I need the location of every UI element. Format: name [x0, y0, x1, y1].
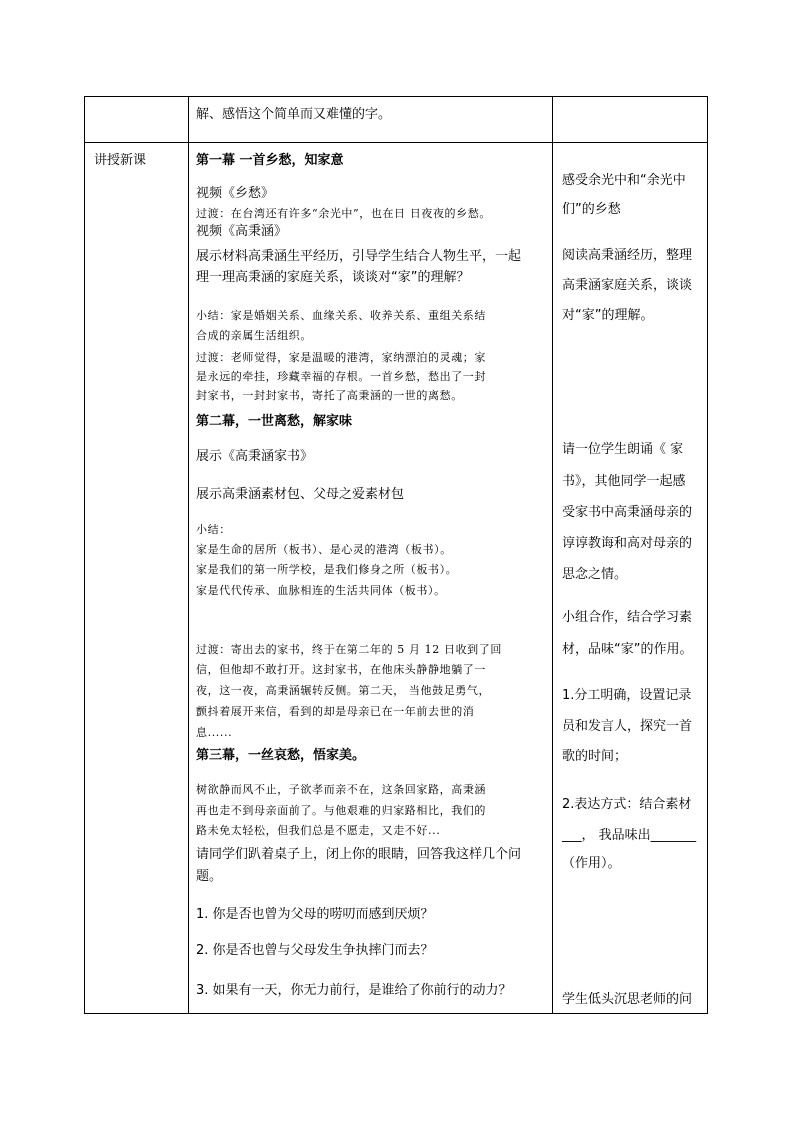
- activity-2-line-2: 高秉涵家庭关系，谈谈: [562, 278, 693, 293]
- act1-title: 第一幕 一首乡愁，知家意: [196, 153, 344, 168]
- activity-3-line-3: 受家书中高秉涵母亲的: [562, 505, 693, 520]
- activity-3-line-1: 请一位学生朗诵《 家: [562, 442, 684, 457]
- transition2-line-2: 是永远的牵挂，珍藏幸福的存根。一首乡愁，愁出了一封: [196, 370, 486, 383]
- show-materials-text: 展示高秉涵素材包、父母之爱素材包: [196, 487, 405, 502]
- activity-2-line-3: 对“家”的理解。: [562, 308, 654, 323]
- transition3-line-1: 过渡：寄出去的家书，终于在第二年的 5 月 12 日收到了回: [196, 643, 502, 656]
- question-1: 1. 你是否也曾为父母的唠叨而感到厌烦？: [196, 907, 434, 922]
- activity-7-line-1: 学生低头沉思老师的问: [562, 992, 693, 1007]
- activity-1-line-2: 们”的乡愁: [562, 202, 621, 217]
- row-divider: [85, 142, 707, 143]
- transition3-line-4: 颤抖着展开来信，看到的却是母亲已在一年前去世的消: [196, 705, 475, 718]
- quote-line-3: 路未免太轻松，但我们总是不愿走，又走不好...: [196, 824, 441, 837]
- material-line-2: 理一理高秉涵的家庭关系，谈谈对“家”的理解？: [196, 270, 470, 285]
- summary1-line-1: 小结：家是婚姻关系、血缘关系、收养关系、重组关系结: [196, 309, 486, 322]
- activity-6-line-3: （作用）。: [562, 856, 621, 871]
- activity-5-line-1: 1.分工明确，设置记录: [562, 688, 692, 703]
- activity-1-line-1: 感受余光中和“余光中: [562, 173, 686, 188]
- activity-3-line-2: 书》，其他同学一起感: [562, 474, 686, 489]
- section-label: 讲授新课: [94, 153, 147, 168]
- transition3-line-5: 息......: [196, 726, 233, 739]
- row1-content: 解、感悟这个简单而又难懂的字。: [196, 107, 392, 122]
- instruction-line-1: 请同学们趴着桌子上，闭上你的眼睛，回答我这样几个问: [196, 847, 522, 862]
- activity-4-line-2: 材，品味“家”的作用。: [562, 642, 693, 657]
- video1-text: 视频《乡愁》: [196, 186, 275, 201]
- summary2-line-3: 家是代代传承、血脉相连的生活共同体（板书）。: [196, 584, 446, 597]
- transition3-line-2: 信，但他却不敢打开。这封家书，在他床头静静地躺了一: [196, 663, 486, 676]
- transition2-line-1: 过渡：老师觉得，家是温暖的港湾，家纳漂泊的灵魂；家: [196, 351, 486, 364]
- act2-title: 第二幕，一世离愁，解家味: [196, 414, 353, 429]
- question-3: 3. 如果有一天，你无力前行，是谁给了你前行的动力？: [196, 983, 512, 998]
- instruction-line-2: 题。: [196, 869, 223, 884]
- activity-5-line-2: 员和发言人，探究一首: [562, 719, 693, 734]
- transition1-text: 过渡：在台湾还有许多“余光中”，也在日 日夜夜的乡愁。: [196, 207, 491, 220]
- transition2-line-3: 封家书，一封封家书，寄托了高秉涵的一世的离愁。: [196, 389, 463, 402]
- summary2-title: 小结：: [196, 523, 231, 536]
- activity-6-line-2: ___， 我品味出_______: [562, 828, 697, 843]
- show-letters-text: 展示《高秉涵家书》: [196, 449, 314, 464]
- video2-text: 视频《高秉涵》: [196, 224, 288, 239]
- lesson-plan-table: [84, 96, 708, 1014]
- activity-3-line-4: 谆谆教诲和高对母亲的: [562, 536, 693, 551]
- activity-3-line-5: 思念之情。: [562, 567, 628, 582]
- activity-4-line-1: 小组合作，结合学习素: [562, 610, 693, 625]
- activity-2-line-1: 阅读高秉涵经历，整理: [562, 248, 693, 263]
- question-2: 2. 你是否也曾与父母发生争执摔门而去？: [196, 943, 434, 958]
- summary2-line-2: 家是我们的第一所学校，是我们修身之所（板书）。: [196, 563, 458, 576]
- activity-6-line-1: 2.表达方式：结合素材: [562, 797, 692, 812]
- transition3-line-3: 夜，这一夜，高秉涵辗转反侧。第二天， 当他鼓足勇气，: [196, 684, 491, 697]
- column-divider-1: [188, 97, 189, 1013]
- activity-5-line-3: 歌的时间；: [562, 749, 628, 764]
- act3-title: 第三幕，一丝哀愁，悟家美。: [196, 748, 366, 763]
- quote-line-2: 再也走不到母亲面前了。与他艰难的归家路相比，我们的: [196, 804, 486, 817]
- quote-line-1: 树欲静而风不止，子欲孝而亲不在，这条回家路，高秉涵: [196, 783, 486, 796]
- column-divider-2: [552, 97, 553, 1013]
- summary2-line-1: 家是生命的居所（板书）、是心灵的港湾（板书）。: [196, 543, 452, 556]
- material-line-1: 展示材料高秉涵生平经历，引导学生结合人物生平，一起: [196, 249, 522, 264]
- summary1-line-2: 合成的亲属生活组织。: [196, 329, 312, 342]
